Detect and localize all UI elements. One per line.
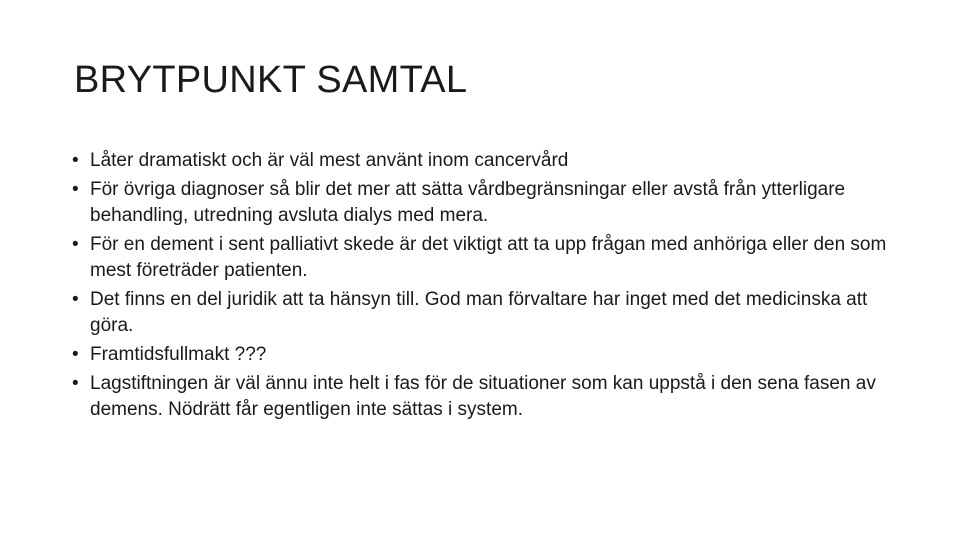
bullet-dot-icon: •	[72, 179, 79, 200]
bullet-text: Framtidsfullmakt ???	[90, 344, 267, 365]
bullet-list	[72, 148, 902, 426]
bullet-text: För en dement i sent palliativt skede är det viktigt att ta upp frågan med anhöriga eller den som mest företräder patienten.	[90, 234, 887, 281]
bullet-text: För övriga diagnoser så blir det mer att sätta vårdbegränsningar eller avstå från ytterligare behandling, utredning avsluta dialys med mera.	[90, 179, 846, 226]
bullet-dot-icon: •	[72, 373, 79, 394]
bullet-dot-icon: •	[72, 344, 79, 365]
bullet-item	[72, 148, 902, 174]
slide-title: BRYTPUNKT SAMTAL	[74, 59, 468, 101]
bullet-item	[72, 287, 902, 339]
bullet-item	[72, 177, 902, 229]
bullet-item	[72, 232, 902, 284]
bullet-text: Låter dramatiskt och är väl mest använt inom cancervård	[90, 150, 569, 171]
bullet-text: Lagstiftningen är väl ännu inte helt i fas för de situationer som kan uppstå i den sena fasen av demens. Nödrätt får egentligen inte sättas i system.	[90, 373, 876, 420]
bullet-text: Det finns en del juridik att ta hänsyn till. God man förvaltare har inget med det medicinska att göra.	[90, 289, 868, 336]
bullet-item	[72, 342, 902, 368]
bullet-dot-icon: •	[72, 289, 79, 310]
bullet-dot-icon: •	[72, 234, 79, 255]
bullet-dot-icon: •	[72, 150, 79, 171]
bullet-item	[72, 371, 902, 423]
